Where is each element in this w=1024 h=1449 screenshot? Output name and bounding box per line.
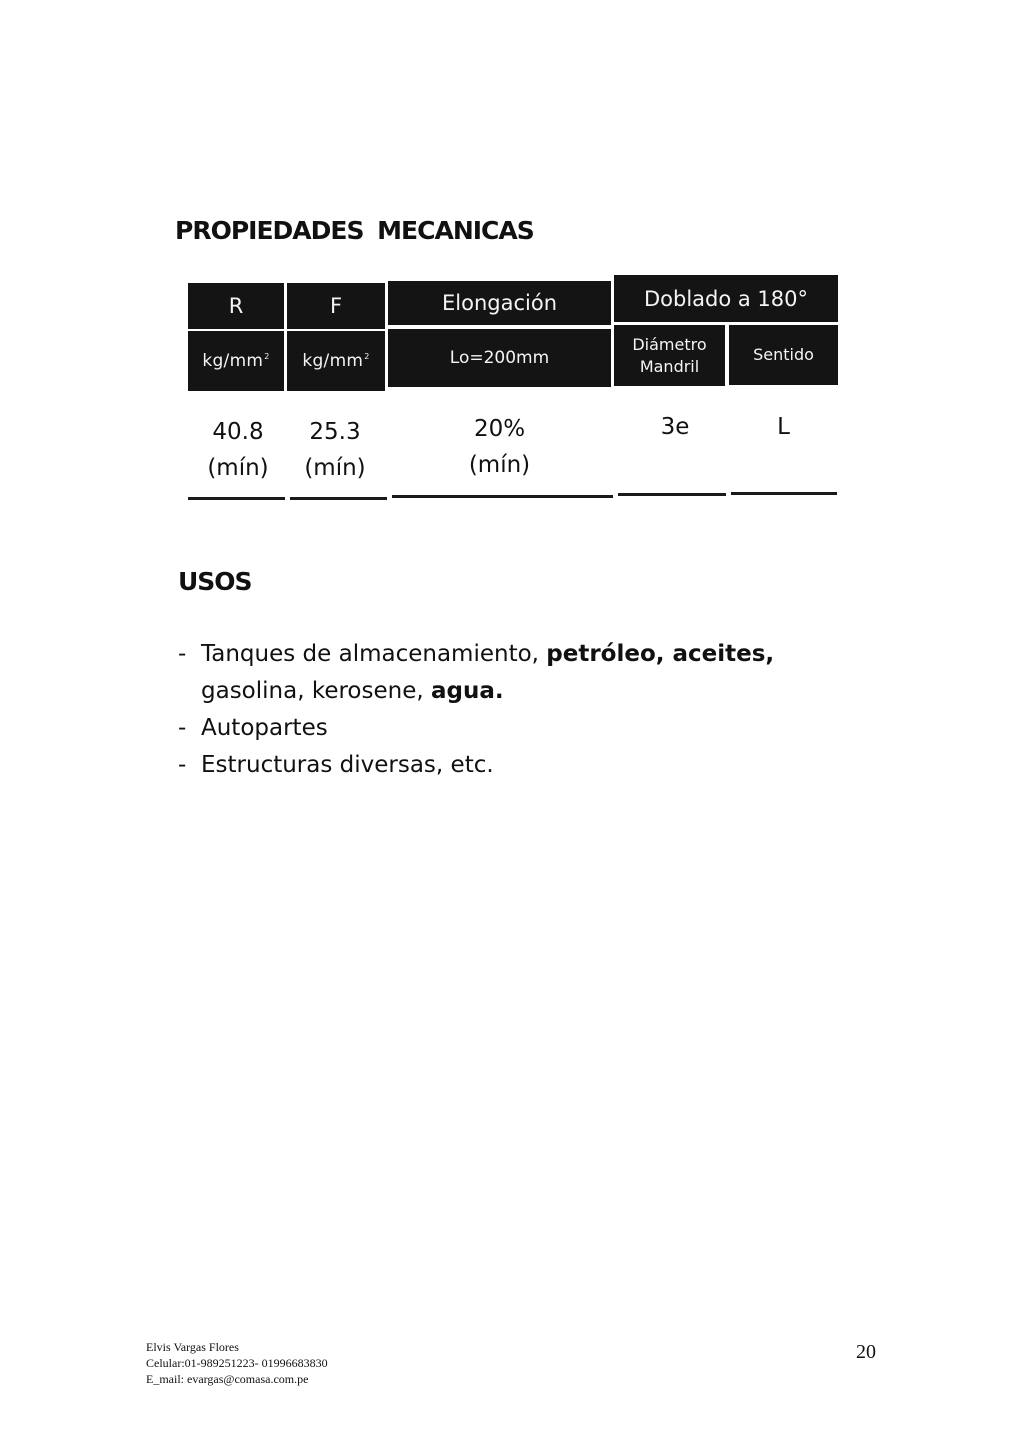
table-rule-f — [290, 497, 387, 500]
list-dash: - — [178, 752, 187, 778]
value-f — [285, 414, 385, 486]
header-f-unit-text: $kg/mm^2$ — [302, 351, 370, 371]
header-bend-direction — [729, 325, 838, 385]
value-f-number: 25.3 — [309, 419, 361, 445]
footer — [146, 1339, 328, 1387]
uses-item-tanks-bold-2: agua. — [430, 678, 504, 704]
header-bend — [614, 275, 838, 322]
footer-email: E_mail: evargas@comasa.com.pe — [146, 1372, 309, 1386]
uses-list — [178, 636, 838, 784]
value-direction — [729, 409, 838, 445]
header-f-unit — [287, 331, 385, 391]
uses-item-structures — [178, 747, 838, 784]
table-rule-r — [188, 497, 285, 500]
header-f — [287, 283, 385, 329]
value-direction-text: L — [777, 414, 790, 440]
value-diameter — [614, 409, 736, 445]
header-bend-direction-text: Sentido — [753, 345, 814, 364]
header-elongation-sub-text: Lo=200mm — [449, 348, 550, 368]
value-elongation — [388, 411, 611, 483]
value-r-number: 40.8 — [212, 419, 264, 445]
header-r-unit-text: $kg/mm^2$ — [202, 351, 270, 371]
value-f-note: (mín) — [304, 455, 366, 481]
uses-item-structures-text: Estructuras diversas, etc. — [201, 752, 494, 778]
uses-item-tanks-text-2: gasolina, kerosene, — [201, 678, 431, 704]
uses-item-autoparts — [178, 710, 838, 747]
value-diameter-text: 3e — [660, 414, 690, 440]
header-elongation-sub — [388, 329, 611, 387]
header-r-label: R — [228, 294, 244, 318]
uses-item-tanks-text-1: Tanques de almacenamiento, — [201, 641, 547, 667]
header-bend-diameter-line2: Mandril — [639, 356, 700, 376]
uses-item-tanks — [178, 636, 838, 710]
section-title-properties: PROPIEDADES MECANICAS — [175, 216, 534, 245]
header-r — [188, 283, 284, 329]
header-bend-label: Doblado a 180° — [643, 286, 809, 311]
value-elongation-number: 20% — [473, 416, 526, 442]
header-bend-diameter-line1: Diámetro — [632, 334, 707, 354]
uses-item-tanks-bold-1: petróleo, aceites, — [546, 641, 775, 667]
uses-item-autoparts-text: Autopartes — [201, 715, 328, 741]
page-number: 20 — [856, 1341, 876, 1363]
value-r — [188, 414, 288, 486]
header-elongation — [388, 281, 611, 325]
value-elongation-note: (mín) — [468, 452, 531, 478]
table-rule-diameter — [618, 493, 726, 496]
header-r-unit — [188, 331, 284, 391]
footer-phone: Celular:01-989251223- 01996683830 — [146, 1356, 328, 1370]
table-rule-direction — [731, 492, 837, 495]
section-title-uses: USOS — [178, 567, 252, 596]
header-elongation-label: Elongación — [442, 291, 557, 315]
table-rule-elongation — [392, 495, 613, 498]
value-r-note: (mín) — [207, 455, 269, 481]
header-bend-diameter — [614, 325, 725, 386]
list-dash: - — [178, 641, 187, 667]
footer-author: Elvis Vargas Flores — [146, 1340, 239, 1354]
list-dash: - — [178, 715, 187, 741]
header-f-label: F — [329, 294, 343, 318]
